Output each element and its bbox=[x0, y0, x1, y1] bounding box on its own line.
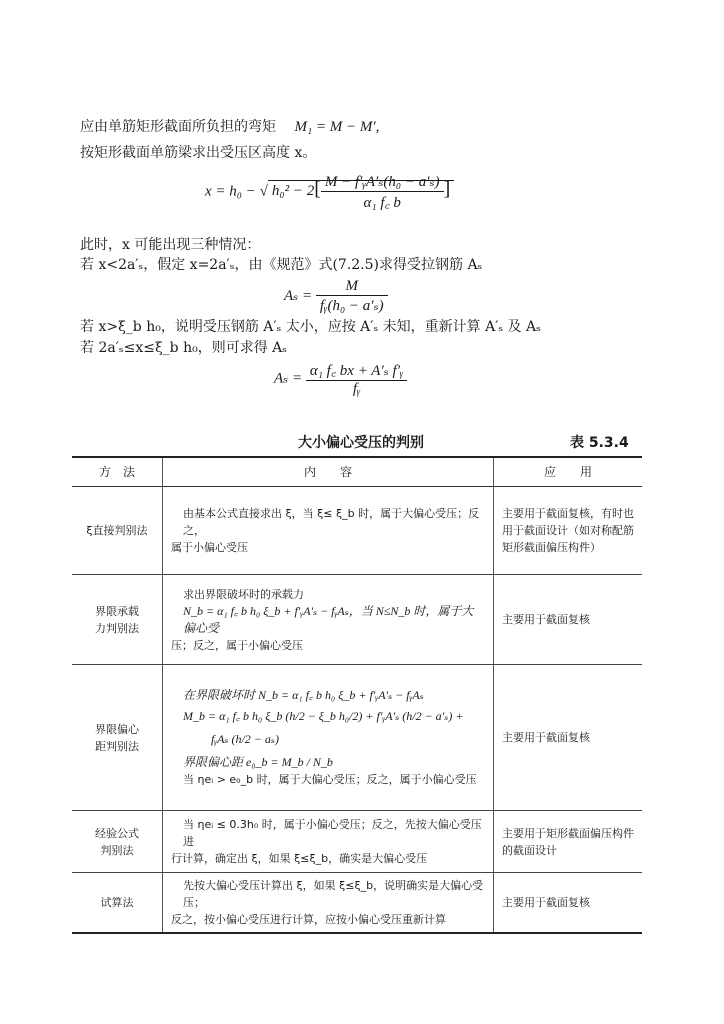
formula-as-case1-den: fᵧ(h₀ − a′ₛ) bbox=[319, 298, 384, 314]
row-content-line: M_b = α₁ f꜀ b h₀ ξ_b (h/2 − ξ_b h₀/2) + f′ᵧA′ₛ (h/2 − a′ₛ) + bbox=[183, 709, 464, 723]
row-content-line: 由基本公式直接求出 ξ，当 ξ≤ ξ_b 时，属于大偏心受压；反之， bbox=[183, 507, 480, 537]
table-row bbox=[72, 487, 642, 575]
row-method: ξ直接判别法 bbox=[72, 487, 163, 575]
row-content-line: 当 ηeᵢ > e₀_b 时，属于大偏心受压；反之，属于小偏心受压 bbox=[183, 773, 477, 786]
row-method-text: 经验公式判别法 bbox=[95, 826, 139, 857]
formula-as-case1-num: M bbox=[316, 278, 388, 296]
formula-as-case1-lhs: Aₛ = bbox=[284, 287, 313, 304]
row-method-text: 界限承载力判别法 bbox=[95, 604, 139, 635]
row-application: 主要用于截面复核 bbox=[494, 575, 643, 665]
row-content-line: 压；反之，属于小偏心受压 bbox=[171, 638, 303, 652]
formula-x-inner: h₀² − 2 bbox=[271, 183, 315, 200]
row-content-line: 先按大偏心受压计算出 ξ，如果 ξ≤ξ_b，说明确实是大偏心受压； bbox=[183, 878, 484, 909]
row-method: 试算法 bbox=[72, 873, 163, 933]
formula-as-case3-lhs: Aₛ = bbox=[274, 370, 303, 387]
formula-x-denominator: α₁ f꜀ b bbox=[363, 195, 401, 211]
formula-x: x = h₀ − √ h₀² − 2[ $\frac{\text{M − f′ᵧA′ₛ(h₀ − a′ₛ)}}{\text{α₁ f꜀ b}}$ ] bbox=[205, 172, 454, 212]
row-content-line: 求出界限破坏时的承载力 bbox=[183, 587, 304, 601]
table-row bbox=[72, 575, 642, 665]
formula-as-case3 bbox=[274, 360, 407, 398]
row-application: 主要用于截面复核 bbox=[494, 665, 643, 811]
row-application: 主要用于截面复核，有时也用于截面设计（如对称配筋矩形截面偏压构件） bbox=[494, 487, 643, 575]
table-row bbox=[72, 665, 642, 811]
header-method: 方 法 bbox=[72, 457, 163, 487]
row-content-line: N_b = α₁ f꜀ b h₀ ξ_b + f′ᵧA′ₛ − fᵧAₛ，当 N≤N_b 时，属于大偏心受 bbox=[183, 603, 474, 635]
table-row bbox=[72, 811, 642, 873]
eccentric-compression-table bbox=[72, 456, 642, 934]
row-content-line: fᵧAₛ (h/2 − aₛ) bbox=[211, 732, 279, 746]
case-1-text: 若 x<2a′ₛ，假定 x=2a′ₛ，由《规范》式(7.2.5)求得受拉钢筋 Aₛ bbox=[80, 257, 483, 273]
formula-as-case1 bbox=[284, 278, 388, 315]
formula-x-numerator: M − f′ᵧA′ₛ(h₀ − a′ₛ) bbox=[321, 172, 444, 192]
case-3-text: 若 2a′ₛ≤x≤ξ_b h₀，则可求得 Aₛ bbox=[80, 340, 287, 356]
row-content-line: 行计算，确定出 ξ，如果 ξ≤ξ_b，确实是大偏心受压 bbox=[171, 852, 428, 865]
row-content bbox=[163, 665, 494, 811]
cases-intro: 此时，x 可能出现三种情况： bbox=[80, 237, 261, 253]
row-method bbox=[72, 665, 163, 811]
row-application: 主要用于矩形截面偏压构件的截面设计 bbox=[494, 811, 643, 873]
header-application: 应 用 bbox=[494, 457, 643, 487]
intro-line-1 bbox=[80, 118, 379, 136]
formula-as-case3-den: fᵧ bbox=[352, 381, 361, 397]
intro-line-1-text: 应由单筋矩形截面所负担的弯矩 bbox=[80, 119, 276, 135]
row-content bbox=[163, 873, 494, 933]
table-number: 表 5.3.4 bbox=[570, 435, 629, 451]
row-method bbox=[72, 811, 163, 873]
formula-as-case3-num: α₁ f꜀ bx + A′ₛ f′ᵧ bbox=[306, 360, 408, 381]
table-row bbox=[72, 873, 642, 933]
row-method-text: 界限偏心距判别法 bbox=[95, 722, 139, 753]
row-content-line: 反之，按小偏心受压进行计算，应按小偏心受压重新计算 bbox=[171, 912, 446, 926]
row-application: 主要用于截面复核 bbox=[494, 873, 643, 933]
moment-formula: M₁ = M − M′, bbox=[294, 119, 380, 135]
intro-line-2: 按矩形截面单筋梁求出受压区高度 x。 bbox=[80, 145, 317, 161]
row-content bbox=[163, 811, 494, 873]
row-content bbox=[163, 487, 494, 575]
header-content: 内 容 bbox=[163, 457, 494, 487]
row-content-line: 界限偏心距 e₀_b = M_b / N_b bbox=[183, 755, 333, 769]
table-title: 大小偏心受压的判别 bbox=[298, 435, 424, 451]
row-content bbox=[163, 575, 494, 665]
row-content-line: 属于小偏心受压 bbox=[171, 541, 248, 554]
table-header-row bbox=[72, 457, 642, 487]
case-2-text: 若 x>ξ_b h₀，说明受压钢筋 A′ₛ 太小，应按 A′ₛ 未知，重新计算 A′ₛ 及 Aₛ bbox=[80, 319, 541, 335]
row-method bbox=[72, 575, 163, 665]
row-content-line: 当 ηeᵢ ≤ 0.3h₀ 时，属于小偏心受压；反之，先按大偏心受压进 bbox=[183, 818, 482, 848]
row-content-line: 在界限破坏时 N_b = α₁ f꜀ b h₀ ξ_b + f′ᵧA′ₛ − fᵧAₛ bbox=[183, 688, 424, 702]
formula-x-lhs: x = h₀ − √ bbox=[205, 183, 268, 200]
